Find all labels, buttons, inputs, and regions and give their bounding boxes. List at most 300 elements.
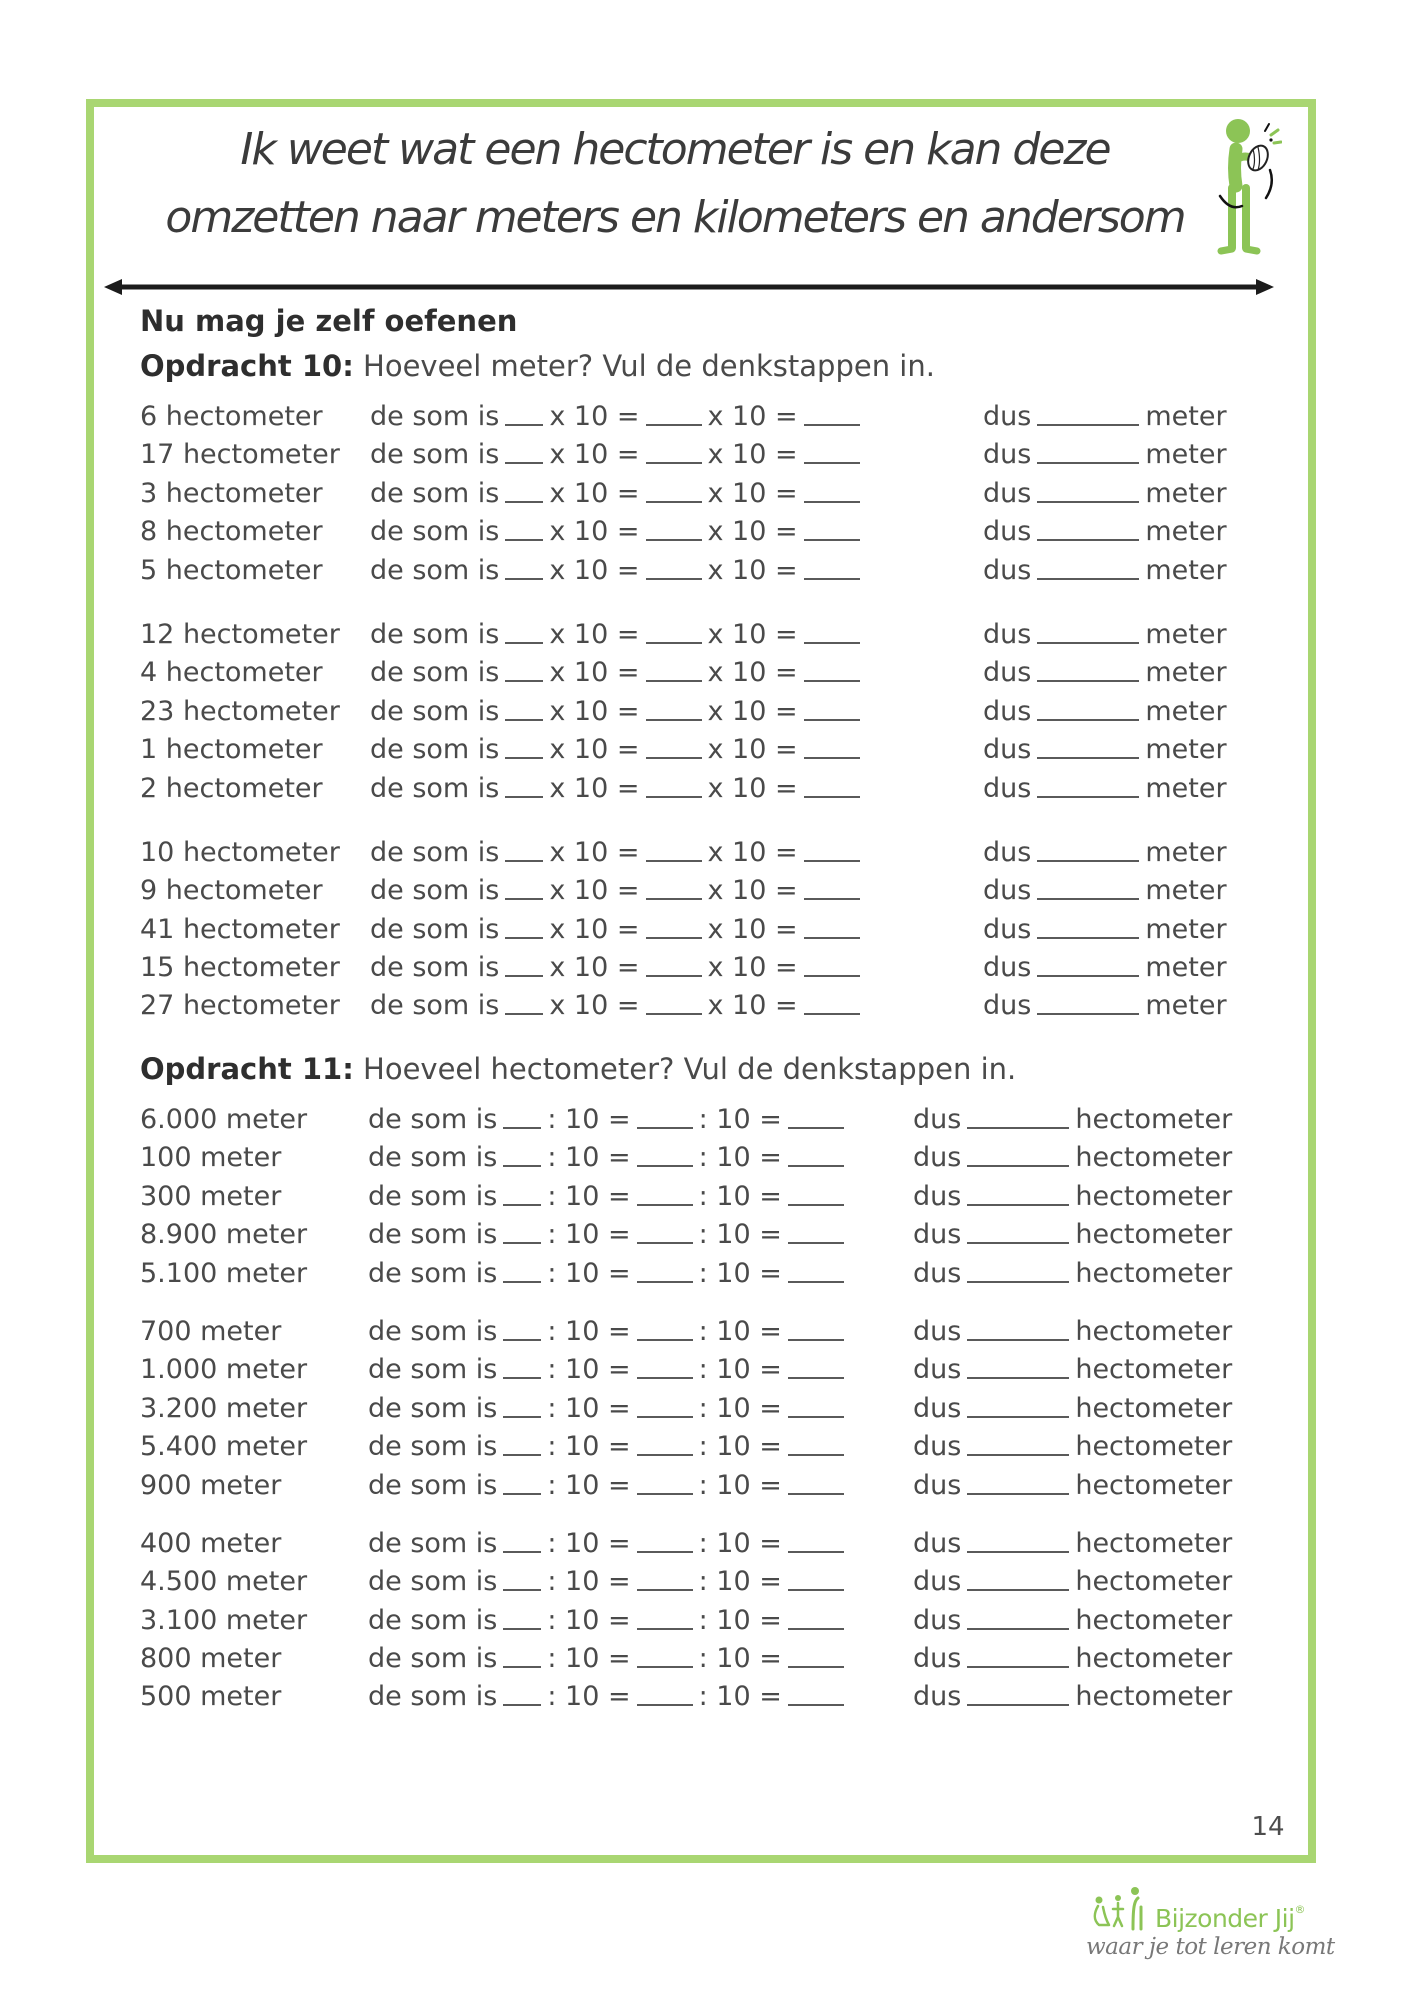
answer-blank: [1037, 993, 1139, 1015]
sum-operator: x 10 =: [707, 952, 798, 984]
exercise-row: [140, 731, 1310, 769]
sum-operator: x 10 =: [549, 836, 640, 868]
answer-blank: [1037, 840, 1139, 862]
sum-steps: [370, 872, 866, 910]
sum-prefix: de som is: [368, 1142, 498, 1174]
sum-operator: : 10 =: [698, 1392, 782, 1424]
dus-label: dus: [913, 1142, 962, 1174]
result-unit: hectometer: [1075, 1604, 1233, 1636]
exercise-quantity-label: 6.000 meter: [140, 1104, 308, 1135]
dus-label: dus: [913, 1681, 962, 1713]
exercise-quantity-label: 2 hectometer: [140, 772, 323, 804]
answer-blank: [505, 917, 543, 939]
result-phrase: [983, 398, 1227, 436]
answer-blank: [804, 481, 860, 503]
exercise-row: [140, 436, 1310, 474]
result-unit: meter: [1145, 695, 1227, 727]
exercise-row: [140, 654, 1310, 692]
sum-prefix: de som is: [370, 657, 500, 689]
result-phrase: [913, 1255, 1232, 1293]
exercise-row: [140, 1255, 1310, 1293]
result-unit: meter: [1145, 554, 1227, 586]
result-phrase: [983, 987, 1227, 1025]
sum-steps: [370, 475, 866, 513]
result-phrase: [913, 1467, 1232, 1505]
answer-blank: [788, 1473, 844, 1495]
dus-label: dus: [983, 772, 1032, 804]
sum-steps: [368, 1640, 850, 1678]
dus-label: dus: [983, 952, 1032, 984]
answer-blank: [505, 699, 543, 721]
sum-steps: [368, 1678, 850, 1716]
answer-blank: [967, 1684, 1069, 1706]
result-phrase: [983, 693, 1227, 731]
sum-operator: : 10 =: [547, 1219, 631, 1251]
sum-operator: : 10 =: [547, 1257, 631, 1289]
sum-operator: x 10 =: [549, 695, 640, 727]
answer-blank: [804, 737, 860, 759]
sum-prefix: de som is: [368, 1469, 498, 1501]
answer-blank: [503, 1357, 541, 1379]
sum-operator: : 10 =: [698, 1431, 782, 1463]
sum-operator: : 10 =: [698, 1469, 782, 1501]
worksheet-title-line1: Ik weet wat een hectometer is en kan deze: [240, 124, 1110, 175]
opdracht-11-instruction: Hoeveel hectometer? Vul de denkstappen in.: [363, 1052, 1017, 1086]
answer-blank: [1037, 404, 1139, 426]
dus-label: dus: [913, 1643, 962, 1675]
exercise-quantity-label: 700 meter: [140, 1315, 282, 1347]
dus-label: dus: [913, 1604, 962, 1636]
sum-operator: x 10 =: [549, 875, 640, 907]
sum-prefix: de som is: [370, 477, 500, 509]
answer-blank: [646, 558, 702, 580]
sum-operator: : 10 =: [698, 1104, 782, 1135]
opdracht-11-section: [140, 1049, 1310, 1737]
exercise-row: [140, 1216, 1310, 1254]
answer-blank: [804, 993, 860, 1015]
sum-prefix: de som is: [370, 695, 500, 727]
exercise-quantity-label: 800 meter: [140, 1643, 282, 1675]
answer-blank: [637, 1531, 693, 1553]
answer-blank: [1037, 737, 1139, 759]
answer-blank: [788, 1434, 844, 1456]
sum-operator: : 10 =: [698, 1604, 782, 1636]
answer-blank: [503, 1646, 541, 1668]
result-phrase: [983, 770, 1227, 808]
dus-label: dus: [983, 657, 1032, 689]
result-phrase: [983, 834, 1227, 872]
sum-operator: : 10 =: [547, 1643, 631, 1675]
answer-blank: [646, 442, 702, 464]
answer-blank: [788, 1684, 844, 1706]
sum-operator: : 10 =: [547, 1315, 631, 1347]
exercise-row: [140, 1351, 1310, 1389]
answer-blank: [804, 840, 860, 862]
answer-blank: [967, 1357, 1069, 1379]
result-unit: meter: [1145, 439, 1227, 471]
dus-label: dus: [983, 734, 1032, 766]
answer-blank: [637, 1107, 693, 1129]
sum-operator: x 10 =: [707, 772, 798, 804]
sum-operator: x 10 =: [549, 990, 640, 1022]
opdracht-11-rows: [140, 1101, 1310, 1717]
exercise-row: [140, 1640, 1310, 1678]
dus-label: dus: [913, 1354, 962, 1386]
answer-blank: [637, 1608, 693, 1630]
sum-steps: [368, 1178, 850, 1216]
answer-blank: [503, 1473, 541, 1495]
sum-operator: : 10 =: [547, 1104, 631, 1135]
exercise-row: [140, 1139, 1310, 1177]
sum-steps: [368, 1313, 850, 1351]
answer-blank: [505, 878, 543, 900]
answer-blank: [637, 1569, 693, 1591]
sum-operator: x 10 =: [549, 952, 640, 984]
answer-blank: [967, 1184, 1069, 1206]
answer-blank: [967, 1434, 1069, 1456]
answer-blank: [804, 699, 860, 721]
sum-operator: : 10 =: [547, 1681, 631, 1713]
exercise-row: [140, 987, 1310, 1025]
exercise-quantity-label: 400 meter: [140, 1527, 282, 1559]
sum-prefix: de som is: [370, 554, 500, 586]
exercise-group: [140, 616, 1310, 808]
answer-blank: [637, 1184, 693, 1206]
opdracht-10-rows: [140, 398, 1310, 1026]
answer-blank: [804, 878, 860, 900]
sum-steps: [370, 552, 866, 590]
sum-prefix: de som is: [368, 1315, 498, 1347]
sum-prefix: de som is: [368, 1566, 498, 1598]
answer-blank: [1037, 776, 1139, 798]
answer-blank: [503, 1261, 541, 1283]
exercise-row: [140, 552, 1310, 590]
exercise-row: [140, 1467, 1310, 1505]
answer-blank: [646, 737, 702, 759]
answer-blank: [788, 1531, 844, 1553]
result-unit: meter: [1145, 477, 1227, 509]
result-unit: meter: [1145, 734, 1227, 766]
result-unit: meter: [1145, 875, 1227, 907]
answer-blank: [646, 917, 702, 939]
exercise-quantity-label: 3.100 meter: [140, 1604, 308, 1636]
sum-prefix: de som is: [370, 516, 500, 548]
answer-blank: [503, 1396, 541, 1418]
dus-label: dus: [983, 875, 1032, 907]
sum-operator: x 10 =: [549, 516, 640, 548]
answer-blank: [505, 737, 543, 759]
exercise-group: [140, 1525, 1310, 1717]
sum-prefix: de som is: [368, 1354, 498, 1386]
exercise-row: [140, 1313, 1310, 1351]
exercise-quantity-label: 500 meter: [140, 1681, 282, 1713]
sum-operator: x 10 =: [549, 772, 640, 804]
answer-blank: [967, 1473, 1069, 1495]
answer-blank: [637, 1684, 693, 1706]
sum-prefix: de som is: [368, 1681, 498, 1713]
sum-steps: [370, 949, 866, 987]
exercise-quantity-label: 900 meter: [140, 1469, 282, 1501]
answer-blank: [788, 1107, 844, 1129]
sum-steps: [368, 1216, 850, 1254]
result-phrase: [983, 949, 1227, 987]
answer-blank: [804, 558, 860, 580]
result-phrase: [913, 1216, 1232, 1254]
answer-blank: [505, 776, 543, 798]
dus-label: dus: [983, 913, 1032, 945]
exercise-quantity-label: 10 hectometer: [140, 836, 340, 868]
answer-blank: [788, 1222, 844, 1244]
sum-operator: : 10 =: [547, 1566, 631, 1598]
exercise-group: [140, 1313, 1310, 1505]
worksheet-title: [110, 116, 1240, 252]
opdracht-10-instruction: Hoeveel meter? Vul de denkstappen in.: [363, 349, 935, 383]
answer-blank: [503, 1184, 541, 1206]
sum-operator: x 10 =: [549, 657, 640, 689]
answer-blank: [804, 519, 860, 541]
sum-steps: [370, 513, 866, 551]
result-phrase: [913, 1640, 1232, 1678]
exercise-row: [140, 398, 1310, 436]
answer-blank: [646, 404, 702, 426]
sum-steps: [368, 1101, 850, 1139]
answer-blank: [505, 481, 543, 503]
sum-steps: [370, 654, 866, 692]
dus-label: dus: [983, 695, 1032, 727]
registered-trademark-symbol: ®: [1294, 1903, 1306, 1916]
sum-prefix: de som is: [370, 875, 500, 907]
result-phrase: [983, 911, 1227, 949]
cheering-person-icon: [1208, 118, 1282, 264]
sum-prefix: de som is: [370, 618, 500, 650]
sum-steps: [368, 1428, 850, 1466]
sum-prefix: de som is: [368, 1604, 498, 1636]
sum-operator: : 10 =: [547, 1604, 631, 1636]
exercise-row: [140, 1563, 1310, 1601]
practice-heading: Nu mag je zelf oefenen: [140, 304, 518, 338]
dus-label: dus: [913, 1392, 962, 1424]
result-unit: meter: [1145, 952, 1227, 984]
page-number: 14: [1251, 1812, 1285, 1842]
sum-operator: x 10 =: [707, 990, 798, 1022]
sum-operator: x 10 =: [707, 477, 798, 509]
sum-steps: [370, 731, 866, 769]
answer-blank: [637, 1396, 693, 1418]
result-unit: hectometer: [1075, 1643, 1233, 1675]
sum-steps: [368, 1255, 850, 1293]
answer-blank: [646, 519, 702, 541]
sum-steps: [370, 398, 866, 436]
answer-blank: [788, 1145, 844, 1167]
exercise-row: [140, 1678, 1310, 1716]
result-unit: meter: [1145, 657, 1227, 689]
result-unit: hectometer: [1075, 1469, 1233, 1501]
sum-prefix: de som is: [370, 734, 500, 766]
exercise-row: [140, 834, 1310, 872]
exercise-row: [140, 1101, 1310, 1139]
answer-blank: [1037, 917, 1139, 939]
sum-steps: [368, 1602, 850, 1640]
opdracht-10-heading: [140, 346, 1310, 398]
sum-steps: [370, 834, 866, 872]
sum-operator: x 10 =: [707, 401, 798, 432]
result-phrase: [983, 513, 1227, 551]
answer-blank: [967, 1145, 1069, 1167]
sum-operator: x 10 =: [707, 836, 798, 868]
opdracht-11-heading: [140, 1049, 1310, 1101]
answer-blank: [646, 660, 702, 682]
opdracht-11-label: Opdracht 11:: [140, 1052, 354, 1086]
result-phrase: [913, 1678, 1232, 1716]
sum-operator: : 10 =: [698, 1180, 782, 1212]
answer-blank: [1037, 481, 1139, 503]
sum-steps: [368, 1139, 850, 1177]
result-phrase: [913, 1139, 1232, 1177]
answer-blank: [646, 622, 702, 644]
answer-blank: [646, 776, 702, 798]
sum-operator: : 10 =: [547, 1469, 631, 1501]
exercise-quantity-label: 9 hectometer: [140, 875, 323, 907]
sum-operator: : 10 =: [698, 1681, 782, 1713]
result-unit: hectometer: [1075, 1354, 1233, 1386]
result-unit: hectometer: [1075, 1315, 1233, 1347]
answer-blank: [637, 1473, 693, 1495]
result-unit: hectometer: [1075, 1180, 1233, 1212]
answer-blank: [503, 1434, 541, 1456]
result-phrase: [913, 1602, 1232, 1640]
result-unit: meter: [1145, 913, 1227, 945]
result-unit: meter: [1145, 401, 1227, 432]
exercise-quantity-label: 12 hectometer: [140, 618, 340, 650]
sum-prefix: de som is: [368, 1392, 498, 1424]
answer-blank: [503, 1569, 541, 1591]
exercise-quantity-label: 8 hectometer: [140, 516, 323, 548]
answer-blank: [804, 917, 860, 939]
result-phrase: [913, 1101, 1232, 1139]
result-phrase: [983, 731, 1227, 769]
exercise-row: [140, 693, 1310, 731]
answer-blank: [967, 1222, 1069, 1244]
sum-operator: x 10 =: [549, 913, 640, 945]
sum-operator: : 10 =: [698, 1142, 782, 1174]
result-phrase: [913, 1390, 1232, 1428]
result-unit: hectometer: [1075, 1142, 1233, 1174]
answer-blank: [788, 1184, 844, 1206]
sum-operator: : 10 =: [547, 1180, 631, 1212]
answer-blank: [1037, 660, 1139, 682]
result-unit: meter: [1145, 990, 1227, 1022]
sum-operator: : 10 =: [698, 1566, 782, 1598]
answer-blank: [505, 404, 543, 426]
dus-label: dus: [913, 1527, 962, 1559]
sum-operator: x 10 =: [549, 554, 640, 586]
result-phrase: [913, 1178, 1232, 1216]
answer-blank: [646, 878, 702, 900]
sum-operator: : 10 =: [547, 1431, 631, 1463]
answer-blank: [788, 1608, 844, 1630]
family-figures-icon: [1090, 1885, 1148, 1941]
worksheet-title-line2: omzetten naar meters en kilometers en andersom: [165, 192, 1185, 243]
exercise-row: [140, 911, 1310, 949]
result-unit: hectometer: [1075, 1681, 1233, 1713]
dus-label: dus: [913, 1566, 962, 1598]
answer-blank: [503, 1145, 541, 1167]
exercise-group: [140, 398, 1310, 590]
answer-blank: [505, 955, 543, 977]
sum-steps: [368, 1525, 850, 1563]
sum-operator: : 10 =: [698, 1219, 782, 1251]
answer-blank: [503, 1608, 541, 1630]
answer-blank: [1037, 622, 1139, 644]
answer-blank: [505, 442, 543, 464]
exercise-quantity-label: 17 hectometer: [140, 439, 340, 471]
answer-blank: [503, 1684, 541, 1706]
answer-blank: [505, 993, 543, 1015]
answer-blank: [505, 660, 543, 682]
exercise-row: [140, 513, 1310, 551]
answer-blank: [637, 1646, 693, 1668]
sum-prefix: de som is: [370, 401, 500, 432]
answer-blank: [1037, 519, 1139, 541]
dus-label: dus: [913, 1104, 962, 1135]
exercise-quantity-label: 1.000 meter: [140, 1354, 308, 1386]
result-unit: hectometer: [1075, 1104, 1233, 1135]
exercise-row: [140, 872, 1310, 910]
dus-label: dus: [983, 401, 1032, 432]
sum-operator: : 10 =: [547, 1354, 631, 1386]
sum-operator: x 10 =: [707, 618, 798, 650]
exercise-row: [140, 1428, 1310, 1466]
dus-label: dus: [913, 1219, 962, 1251]
dus-label: dus: [913, 1315, 962, 1347]
brand-name-text: Bijzonder Jij: [1155, 1904, 1295, 1933]
sum-operator: x 10 =: [707, 913, 798, 945]
answer-blank: [503, 1107, 541, 1129]
sum-operator: x 10 =: [707, 657, 798, 689]
answer-blank: [967, 1261, 1069, 1283]
sum-operator: x 10 =: [707, 695, 798, 727]
sum-operator: x 10 =: [549, 734, 640, 766]
sum-prefix: de som is: [368, 1431, 498, 1463]
result-unit: meter: [1145, 516, 1227, 548]
exercise-row: [140, 1178, 1310, 1216]
exercise-row: [140, 949, 1310, 987]
exercise-row: [140, 1390, 1310, 1428]
sum-operator: x 10 =: [707, 734, 798, 766]
result-unit: hectometer: [1075, 1392, 1233, 1424]
answer-blank: [646, 955, 702, 977]
exercise-quantity-label: 1 hectometer: [140, 734, 323, 766]
answer-blank: [804, 442, 860, 464]
exercise-row: [140, 616, 1310, 654]
answer-blank: [967, 1531, 1069, 1553]
dus-label: dus: [983, 477, 1032, 509]
answer-blank: [646, 699, 702, 721]
answer-blank: [967, 1646, 1069, 1668]
dus-label: dus: [983, 618, 1032, 650]
result-unit: hectometer: [1075, 1566, 1233, 1598]
result-unit: hectometer: [1075, 1257, 1233, 1289]
answer-blank: [804, 660, 860, 682]
answer-blank: [804, 622, 860, 644]
dus-label: dus: [983, 439, 1032, 471]
answer-blank: [505, 622, 543, 644]
answer-blank: [637, 1261, 693, 1283]
result-unit: meter: [1145, 772, 1227, 804]
sum-operator: : 10 =: [698, 1257, 782, 1289]
exercise-row: [140, 1525, 1310, 1563]
answer-blank: [646, 481, 702, 503]
